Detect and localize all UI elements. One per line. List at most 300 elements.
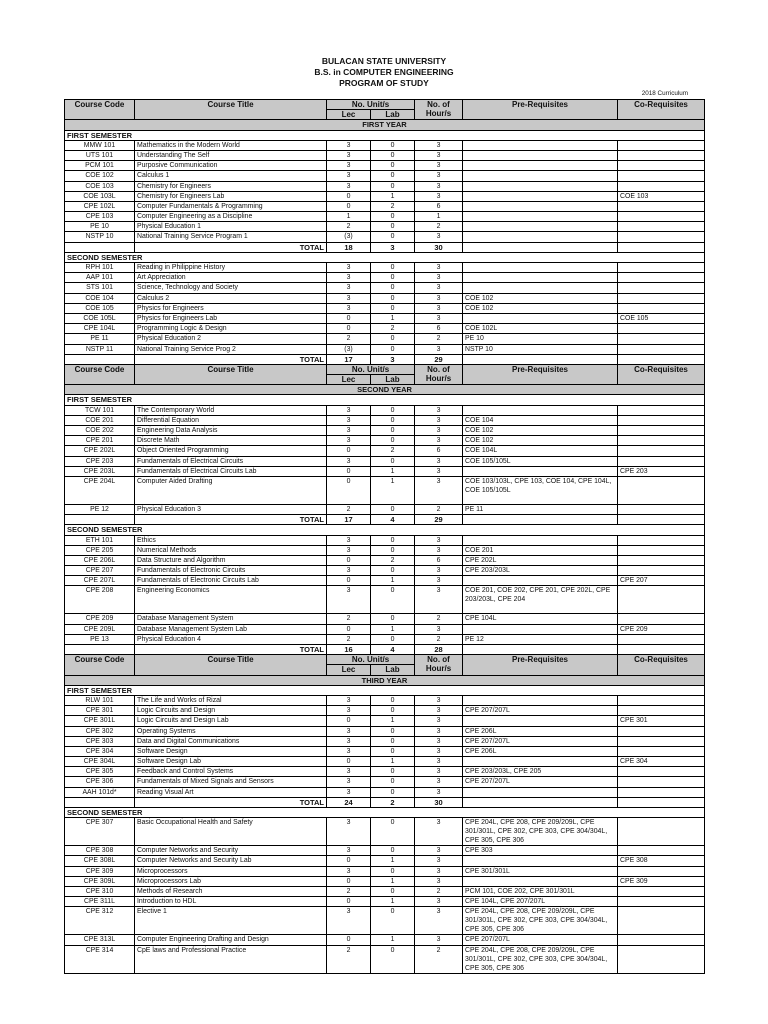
course-title: National Training Service Prog 2: [135, 344, 327, 354]
course-row: [65, 634, 705, 644]
course-row: [65, 716, 705, 726]
course-row: [65, 897, 705, 907]
total-lab: 2: [371, 797, 415, 807]
lec-units: 0: [327, 191, 371, 201]
course-title: Object Oriented Programming: [135, 446, 327, 456]
course-title: Discrete Math: [135, 436, 327, 446]
corequisites: [618, 456, 705, 466]
prerequisites: [463, 222, 618, 232]
hours: 3: [415, 476, 463, 504]
corequisites: [618, 706, 705, 716]
university-name: BULACAN STATE UNIVERSITY: [321, 56, 447, 66]
hours: 3: [415, 716, 463, 726]
total-coreq-empty: [618, 515, 705, 525]
course-row: [65, 212, 705, 222]
prerequisites: [463, 757, 618, 767]
column-header-code: Course Code: [65, 655, 135, 675]
course-code: CPE 306: [65, 777, 135, 787]
total-prereq-empty: [463, 354, 618, 364]
course-title: National Training Service Program 1: [135, 232, 327, 242]
lec-units: 3: [327, 171, 371, 181]
prerequisites: PE 10: [463, 334, 618, 344]
lab-units: 0: [371, 736, 415, 746]
course-code: CPE 311L: [65, 897, 135, 907]
course-row: [65, 726, 705, 736]
lab-units: 0: [371, 945, 415, 973]
corequisites: [618, 436, 705, 446]
hours: 3: [415, 232, 463, 242]
course-code: CPE 201: [65, 436, 135, 446]
hours: 6: [415, 446, 463, 456]
prerequisites: CPE 204L, CPE 208, CPE 209/209L, CPE 301/301L, CPE 302, CPE 303, CPE 304/304L, CPE 305, CPE 306: [463, 907, 618, 935]
lab-units: 0: [371, 777, 415, 787]
corequisites: [618, 846, 705, 856]
course-code: RPH 101: [65, 263, 135, 273]
course-title: Physical Education 4: [135, 634, 327, 644]
course-row: [65, 273, 705, 283]
lec-units: 0: [327, 897, 371, 907]
hours: 3: [415, 313, 463, 323]
hours: 3: [415, 856, 463, 866]
course-title: Physical Education 2: [135, 334, 327, 344]
total-spacer: [65, 354, 135, 364]
prerequisites: CPE 303: [463, 846, 618, 856]
total-spacer: [65, 797, 135, 807]
corequisites: [618, 777, 705, 787]
corequisites: [618, 171, 705, 181]
year-heading: FIRST YEAR: [65, 120, 705, 130]
course-title: Physical Education 1: [135, 222, 327, 232]
course-code: CPE 308: [65, 846, 135, 856]
lec-units: 0: [327, 876, 371, 886]
course-code: CPE 302: [65, 726, 135, 736]
hours: 3: [415, 466, 463, 476]
hours: 6: [415, 201, 463, 211]
hours: 3: [415, 787, 463, 797]
prerequisites: [463, 313, 618, 323]
corequisites: [618, 426, 705, 436]
lab-units: 0: [371, 171, 415, 181]
prerequisites: [463, 150, 618, 160]
course-title: Art Appreciation: [135, 273, 327, 283]
course-title: Computer Engineering Drafting and Design: [135, 935, 327, 945]
corequisites: [618, 504, 705, 514]
column-header-title: Course Title: [135, 100, 327, 120]
lec-units: 3: [327, 263, 371, 273]
semester-heading-row: [65, 685, 705, 695]
course-title: Engineering Economics: [135, 586, 327, 614]
column-header-row: [65, 100, 705, 110]
course-title: Calculus 2: [135, 293, 327, 303]
total-row: [65, 645, 705, 655]
lec-units: 3: [327, 535, 371, 545]
course-title: Reading in Philippine History: [135, 263, 327, 273]
total-prereq-empty: [463, 797, 618, 807]
prerequisites: COE 102L: [463, 324, 618, 334]
total-spacer: [65, 515, 135, 525]
lab-units: 0: [371, 846, 415, 856]
corequisites: [618, 736, 705, 746]
hours: 3: [415, 150, 463, 160]
course-code: COE 104: [65, 293, 135, 303]
course-title: Physics for Engineers: [135, 303, 327, 313]
course-code: CPE 301: [65, 706, 135, 716]
course-row: [65, 476, 705, 504]
hours: 3: [415, 767, 463, 777]
course-title: Database Management System Lab: [135, 624, 327, 634]
semester-heading-row: [65, 252, 705, 262]
prerequisites: PE 11: [463, 504, 618, 514]
course-row: [65, 706, 705, 716]
column-header-lec: Lec: [327, 110, 371, 120]
hours: 3: [415, 415, 463, 425]
lab-units: 0: [371, 767, 415, 777]
course-code: CPE 305: [65, 767, 135, 777]
course-row: [65, 446, 705, 456]
corequisites: CPE 207: [618, 576, 705, 586]
course-code: CPE 202L: [65, 446, 135, 456]
lab-units: 0: [371, 818, 415, 846]
course-code: AAP 101: [65, 273, 135, 283]
lec-units: 3: [327, 150, 371, 160]
hours: 3: [415, 171, 463, 181]
course-row: [65, 695, 705, 705]
course-code: CPE 314: [65, 945, 135, 973]
hours: 2: [415, 222, 463, 232]
prerequisites: [463, 201, 618, 211]
lab-units: 0: [371, 535, 415, 545]
lec-units: 2: [327, 945, 371, 973]
prerequisites: COE 103/103L, CPE 103, COE 104, CPE 104L, COE 105/105L: [463, 476, 618, 504]
course-title: Introduction to HDL: [135, 897, 327, 907]
hours: 3: [415, 161, 463, 171]
lec-units: 3: [327, 273, 371, 283]
total-label: TOTAL: [135, 242, 327, 252]
column-header-row: [65, 364, 705, 374]
course-code: PE 10: [65, 222, 135, 232]
course-row: [65, 303, 705, 313]
total-label: TOTAL: [135, 354, 327, 364]
course-title: Engineering Data Analysis: [135, 426, 327, 436]
total-hours: 29: [415, 354, 463, 364]
hours: 3: [415, 726, 463, 736]
lab-units: 0: [371, 212, 415, 222]
corequisites: [618, 818, 705, 846]
course-title: Physical Education 3: [135, 504, 327, 514]
course-title: Microprocessors Lab: [135, 876, 327, 886]
hours: 3: [415, 293, 463, 303]
hours: 3: [415, 695, 463, 705]
course-title: Differential Equation: [135, 415, 327, 425]
course-title: Data and Digital Communications: [135, 736, 327, 746]
course-row: [65, 293, 705, 303]
corequisites: [618, 212, 705, 222]
course-code: PE 12: [65, 504, 135, 514]
course-title: Fundamentals of Electronic Circuits: [135, 566, 327, 576]
prerequisites: [463, 787, 618, 797]
lab-units: 1: [371, 476, 415, 504]
course-row: [65, 746, 705, 756]
lab-units: 0: [371, 232, 415, 242]
hours: 3: [415, 624, 463, 634]
corequisites: [618, 150, 705, 160]
column-header-units: No. Unit/s: [327, 364, 415, 374]
lab-units: 0: [371, 634, 415, 644]
prerequisites: [463, 624, 618, 634]
prerequisites: CPE 203/203L: [463, 566, 618, 576]
hours: 6: [415, 555, 463, 565]
course-title: Data Structure and Algorithm: [135, 555, 327, 565]
corequisites: [618, 726, 705, 736]
semester-heading-row: [65, 130, 705, 140]
total-coreq-empty: [618, 797, 705, 807]
semester-heading: SECOND SEMESTER: [65, 808, 705, 818]
course-title: Fundamentals of Electrical Circuits: [135, 456, 327, 466]
course-row: [65, 171, 705, 181]
course-row: [65, 907, 705, 935]
lec-units: 3: [327, 415, 371, 425]
total-row: [65, 797, 705, 807]
hours: 3: [415, 757, 463, 767]
prerequisites: CPE 207/207L: [463, 935, 618, 945]
corequisites: COE 105: [618, 313, 705, 323]
corequisites: [618, 634, 705, 644]
corequisites: [618, 405, 705, 415]
lab-units: 0: [371, 222, 415, 232]
course-row: [65, 886, 705, 896]
corequisites: [618, 767, 705, 777]
corequisites: CPE 304: [618, 757, 705, 767]
lab-units: 1: [371, 757, 415, 767]
lab-units: 0: [371, 334, 415, 344]
course-code: PE 11: [65, 334, 135, 344]
course-code: COE 201: [65, 415, 135, 425]
course-code: CPE 204L: [65, 476, 135, 504]
lec-units: 3: [327, 140, 371, 150]
lec-units: 2: [327, 886, 371, 896]
lab-units: 0: [371, 150, 415, 160]
total-hours: 29: [415, 515, 463, 525]
corequisites: [618, 566, 705, 576]
total-row: [65, 515, 705, 525]
course-title: Computer Engineering as a Discipline: [135, 212, 327, 222]
column-header-title: Course Title: [135, 655, 327, 675]
hours: 2: [415, 945, 463, 973]
lec-units: 3: [327, 293, 371, 303]
total-lab: 3: [371, 354, 415, 364]
course-row: [65, 161, 705, 171]
corequisites: [618, 161, 705, 171]
corequisites: [618, 324, 705, 334]
course-row: [65, 545, 705, 555]
prerequisites: [463, 876, 618, 886]
course-title: The Contemporary World: [135, 405, 327, 415]
prerequisites: NSTP 10: [463, 344, 618, 354]
course-row: [65, 576, 705, 586]
corequisites: [618, 787, 705, 797]
column-header-coreq: Co-Requisites: [618, 364, 705, 384]
lab-units: 0: [371, 415, 415, 425]
column-header-code: Course Code: [65, 364, 135, 384]
column-header-prereq: Pre-Requisites: [463, 655, 618, 675]
hours: 2: [415, 504, 463, 514]
lec-units: 0: [327, 757, 371, 767]
hours: 3: [415, 283, 463, 293]
course-code: CPE 209L: [65, 624, 135, 634]
total-lab: 4: [371, 515, 415, 525]
corequisites: [618, 897, 705, 907]
lec-units: 2: [327, 614, 371, 624]
column-header-units: No. Unit/s: [327, 655, 415, 665]
corequisites: CPE 308: [618, 856, 705, 866]
hours: 2: [415, 634, 463, 644]
prerequisites: COE 102: [463, 293, 618, 303]
corequisites: [618, 614, 705, 624]
lab-units: 2: [371, 324, 415, 334]
course-title: Software Design Lab: [135, 757, 327, 767]
hours: 3: [415, 746, 463, 756]
course-row: [65, 736, 705, 746]
course-code: CPE 304: [65, 746, 135, 756]
lab-units: 0: [371, 886, 415, 896]
lec-units: 0: [327, 313, 371, 323]
lec-units: 3: [327, 846, 371, 856]
course-title: Physics for Engineers Lab: [135, 313, 327, 323]
corequisites: CPE 309: [618, 876, 705, 886]
lab-units: 0: [371, 303, 415, 313]
hours: 3: [415, 535, 463, 545]
lec-units: 3: [327, 545, 371, 555]
course-title: Computer Networks and Security Lab: [135, 856, 327, 866]
lec-units: 0: [327, 555, 371, 565]
course-title: Understanding The Self: [135, 150, 327, 160]
course-row: [65, 504, 705, 514]
total-coreq-empty: [618, 645, 705, 655]
course-row: [65, 466, 705, 476]
column-header-prereq: Pre-Requisites: [463, 364, 618, 384]
hours: 2: [415, 614, 463, 624]
prerequisites: COE 102: [463, 436, 618, 446]
lab-units: 0: [371, 293, 415, 303]
total-spacer: [65, 242, 135, 252]
lec-units: 3: [327, 736, 371, 746]
hours: 3: [415, 777, 463, 787]
total-hours: 28: [415, 645, 463, 655]
lec-units: 3: [327, 907, 371, 935]
corequisites: [618, 695, 705, 705]
course-code: CPE 203: [65, 456, 135, 466]
lab-units: 0: [371, 273, 415, 283]
lec-units: 0: [327, 576, 371, 586]
prerequisites: CPE 203/203L, CPE 205: [463, 767, 618, 777]
prerequisites: CPE 301/301L: [463, 866, 618, 876]
total-spacer: [65, 645, 135, 655]
hours: 3: [415, 426, 463, 436]
program-name: B.S. in COMPUTER ENGINEERING: [314, 67, 454, 77]
lab-units: 0: [371, 907, 415, 935]
column-header-lec: Lec: [327, 375, 371, 385]
lab-units: 0: [371, 746, 415, 756]
total-row: [65, 242, 705, 252]
lab-units: 2: [371, 201, 415, 211]
course-title: Purposive Communication: [135, 161, 327, 171]
column-header-lec: Lec: [327, 665, 371, 675]
course-code: CPE 209: [65, 614, 135, 624]
prerequisites: [463, 466, 618, 476]
prerequisites: [463, 283, 618, 293]
hours: 3: [415, 140, 463, 150]
lec-units: 2: [327, 504, 371, 514]
column-header-title: Course Title: [135, 364, 327, 384]
corequisites: [618, 263, 705, 273]
course-code: TCW 101: [65, 405, 135, 415]
course-row: [65, 614, 705, 624]
prerequisites: [463, 576, 618, 586]
corequisites: [618, 886, 705, 896]
prerequisites: [463, 273, 618, 283]
course-code: COE 103L: [65, 191, 135, 201]
course-code: CPE 207L: [65, 576, 135, 586]
lab-units: 0: [371, 545, 415, 555]
course-row: [65, 624, 705, 634]
semester-heading: FIRST SEMESTER: [65, 685, 705, 695]
total-lec: 17: [327, 354, 371, 364]
course-code: CPE 207: [65, 566, 135, 576]
course-code: CPE 310: [65, 886, 135, 896]
lec-units: 2: [327, 634, 371, 644]
course-row: [65, 757, 705, 767]
hours: 2: [415, 334, 463, 344]
total-lab: 3: [371, 242, 415, 252]
lab-units: 0: [371, 866, 415, 876]
lec-units: 3: [327, 777, 371, 787]
total-coreq-empty: [618, 354, 705, 364]
course-code: CPE 103: [65, 212, 135, 222]
lab-units: 1: [371, 935, 415, 945]
corequisites: [618, 746, 705, 756]
hours: 3: [415, 303, 463, 313]
total-lec: 16: [327, 645, 371, 655]
lec-units: 3: [327, 456, 371, 466]
hours: 3: [415, 706, 463, 716]
course-code: COE 102: [65, 171, 135, 181]
lab-units: 0: [371, 614, 415, 624]
lec-units: 0: [327, 324, 371, 334]
course-row: [65, 856, 705, 866]
column-header-lab: Lab: [371, 665, 415, 675]
course-code: CPE 307: [65, 818, 135, 846]
prerequisites: [463, 161, 618, 171]
prerequisites: [463, 140, 618, 150]
lec-units: 3: [327, 426, 371, 436]
course-code: CPE 203L: [65, 466, 135, 476]
corequisites: [618, 140, 705, 150]
corequisites: [618, 293, 705, 303]
corequisites: COE 103: [618, 191, 705, 201]
course-code: CPE 208: [65, 586, 135, 614]
lec-units: 0: [327, 476, 371, 504]
lab-units: 1: [371, 624, 415, 634]
lec-units: 3: [327, 706, 371, 716]
hours: 1: [415, 212, 463, 222]
prerequisites: COE 104: [463, 415, 618, 425]
prerequisites: CPE 104L, CPE 207/207L: [463, 897, 618, 907]
course-row: [65, 876, 705, 886]
course-title: Ethics: [135, 535, 327, 545]
hours: 3: [415, 935, 463, 945]
semester-heading: FIRST SEMESTER: [65, 395, 705, 405]
course-row: [65, 945, 705, 973]
